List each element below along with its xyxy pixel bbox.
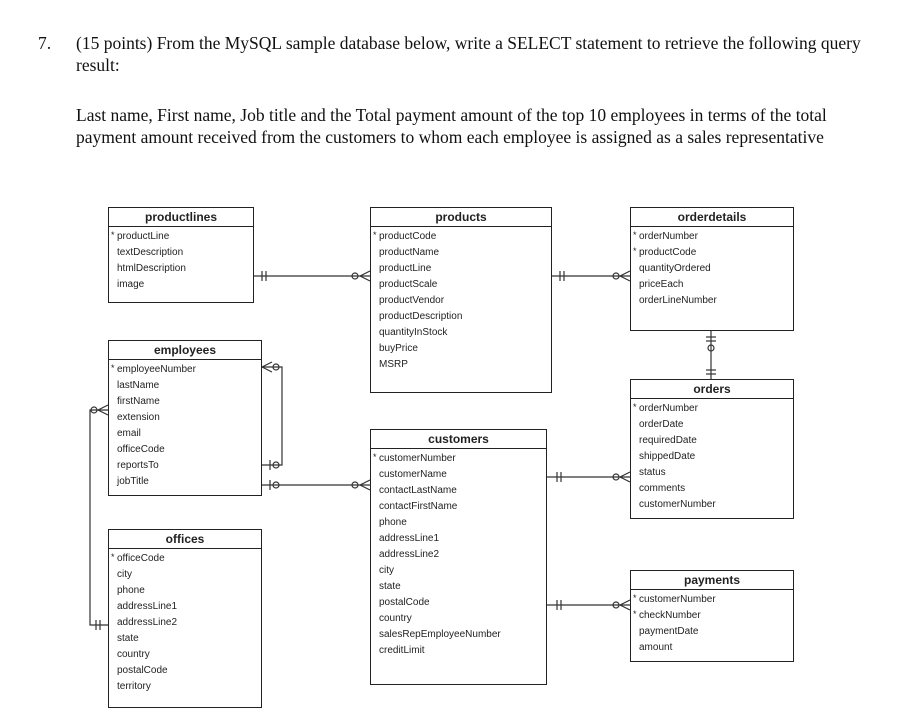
field-reportsTo: reportsTo — [117, 460, 159, 471]
field-firstName: firstName — [117, 396, 160, 407]
table-title: orders — [631, 380, 793, 399]
table-title: offices — [109, 530, 261, 549]
field-amount: amount — [639, 642, 673, 653]
field-extension: extension — [117, 412, 160, 423]
field-addressLine1: addressLine1 — [379, 533, 440, 544]
customers-table — [370, 429, 547, 685]
table-title: products — [371, 208, 551, 227]
field-phone: phone — [117, 585, 145, 596]
field-orderNumber: * orderNumber — [639, 401, 793, 417]
field-postalCode: postalCode — [117, 665, 168, 676]
productlines-table — [108, 207, 254, 303]
field-country: country — [117, 649, 150, 660]
field-MSRP: MSRP — [379, 359, 408, 370]
field-state: state — [379, 581, 401, 592]
field-productVendor: productVendor — [379, 295, 445, 306]
field-email: email — [117, 428, 141, 439]
table-title: payments — [631, 571, 793, 590]
products-table — [370, 207, 552, 393]
field-officeCode: * officeCode — [117, 551, 261, 567]
field-addressLine2: addressLine2 — [379, 549, 440, 560]
field-orderNumber: * orderNumber — [639, 229, 793, 245]
field-lastName: lastName — [117, 380, 160, 391]
table-title: employees — [109, 341, 261, 360]
field-customerNumber: customerNumber — [639, 499, 716, 510]
field-orderLineNumber: orderLineNumber — [639, 295, 717, 306]
field-jobTitle: jobTitle — [117, 476, 149, 487]
field-productCode: * productCode — [379, 229, 551, 245]
field-requiredDate: requiredDate — [639, 435, 697, 446]
field-orderDate: orderDate — [639, 419, 684, 430]
field-image: image — [117, 279, 145, 290]
question-detail: Last name, First name, Job title and the Total payment amount of the top 10 employees in terms of the total payment amount received from the customers to whom each employee is assigned as a sales representative — [76, 105, 827, 147]
field-addressLine1: addressLine1 — [117, 601, 178, 612]
field-salesRepEmployeeNumber: salesRepEmployeeNumber — [379, 629, 501, 640]
field-contactLastName: contactLastName — [379, 485, 457, 496]
field-productDescription: productDescription — [379, 311, 463, 322]
field-creditLimit: creditLimit — [379, 645, 425, 656]
field-postalCode: postalCode — [379, 597, 430, 608]
field-comments: comments — [639, 483, 686, 494]
field-officeCode: officeCode — [117, 444, 165, 455]
field-employeeNumber: * employeeNumber — [117, 362, 261, 378]
field-customerName: customerName — [379, 469, 447, 480]
field-checkNumber: * checkNumber — [639, 608, 793, 624]
field-phone: phone — [379, 517, 407, 528]
question-text: (15 points) From the MySQL sample database below, write a SELECT statement to retrieve the following query result: — [76, 33, 861, 75]
orders-table — [630, 379, 794, 519]
field-customerNumber: * customerNumber — [639, 592, 793, 608]
field-productCode: * productCode — [639, 245, 793, 261]
table-title: orderdetails — [631, 208, 793, 227]
field-quantityInStock: quantityInStock — [379, 327, 448, 338]
field-city: city — [379, 565, 394, 576]
offices-table — [108, 529, 262, 708]
field-htmlDescription: htmlDescription — [117, 263, 186, 274]
field-priceEach: priceEach — [639, 279, 684, 290]
field-city: city — [117, 569, 132, 580]
field-state: state — [117, 633, 139, 644]
employees-table — [108, 340, 262, 496]
field-productName: productName — [379, 247, 440, 258]
field-quantityOrdered: quantityOrdered — [639, 263, 711, 274]
field-productScale: productScale — [379, 279, 438, 290]
question-number: 7. — [38, 33, 52, 53]
field-territory: territory — [117, 681, 151, 692]
field-country: country — [379, 613, 412, 624]
payments-table — [630, 570, 794, 662]
field-paymentDate: paymentDate — [639, 626, 699, 637]
field-productLine: productLine — [379, 263, 432, 274]
field-textDescription: textDescription — [117, 247, 184, 258]
field-buyPrice: buyPrice — [379, 343, 418, 354]
table-title: productlines — [109, 208, 253, 227]
field-status: status — [639, 467, 666, 478]
field-customerNumber: * customerNumber — [379, 451, 546, 467]
table-title: customers — [371, 430, 546, 449]
field-contactFirstName: contactFirstName — [379, 501, 458, 512]
field-productLine: * productLine — [117, 229, 253, 245]
field-shippedDate: shippedDate — [639, 451, 696, 462]
field-addressLine2: addressLine2 — [117, 617, 178, 628]
orderdetails-table — [630, 207, 794, 331]
